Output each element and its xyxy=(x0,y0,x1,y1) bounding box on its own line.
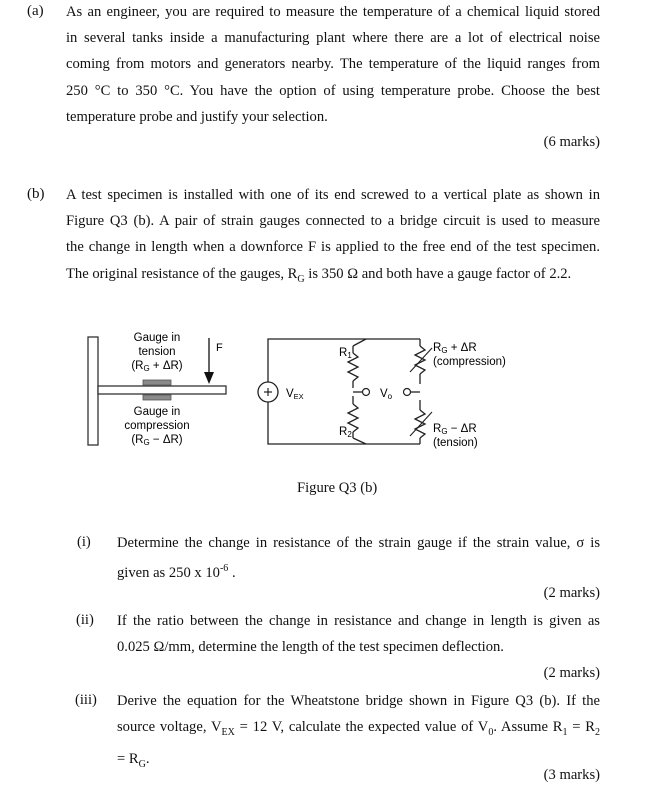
test-specimen-beam xyxy=(98,386,226,394)
part-a-label: (a) xyxy=(27,3,44,19)
sub-i-seg: given as 250 x 10 xyxy=(117,565,220,582)
r1-sub: 1 xyxy=(347,351,352,360)
compression-r-rest: − ΔR) xyxy=(149,434,183,446)
sub-iii-label: (iii) xyxy=(75,692,97,708)
tension-label-line2: tension xyxy=(138,346,176,358)
part-a-line: 250 °C to 350 °C. You have the option of using temperature probe. Choose the best xyxy=(66,82,600,99)
r1-r: R xyxy=(339,347,348,359)
sub-i-exp: -6 xyxy=(219,563,229,575)
rg-minus-resistor xyxy=(415,410,425,438)
compression-r-sub: G xyxy=(143,438,150,447)
rg-plus-r: R xyxy=(433,342,442,354)
compression-gauge xyxy=(143,395,171,400)
rg-minus-label xyxy=(433,423,477,436)
sub-iii-seg: = 12 V, calculate the expected value of V xyxy=(234,719,489,736)
figure-caption: Figure Q3 (b) xyxy=(297,480,378,496)
part-a-line: temperature probe and justify your selection. xyxy=(66,108,328,125)
rg-plus-note: (compression) xyxy=(433,356,506,368)
rg-plus-resistor xyxy=(415,346,425,374)
part-b-label: (b) xyxy=(27,186,45,202)
vo-sub: o xyxy=(387,392,393,401)
compression-label-line2: compression xyxy=(124,420,190,432)
sub-iii-seg: = R xyxy=(117,751,139,768)
sub-ii-line: 0.025 Ω/mm, determine the length of the test specimen deflection. xyxy=(117,639,504,656)
part-b-line-seg: The original resistance of the gauges, R xyxy=(66,265,298,282)
sub-iii-seg: . xyxy=(145,751,150,768)
sub-ii-line: If the ratio between the change in resistance and change in length is given as xyxy=(117,613,600,629)
rg-minus-r: R xyxy=(433,423,442,435)
vo-terminal-left xyxy=(363,389,370,396)
rg-plus-rest: + ΔR xyxy=(447,342,477,354)
tension-label-line3 xyxy=(131,360,182,373)
rg-minus-rest: − ΔR xyxy=(447,423,477,435)
sub-i-text xyxy=(117,530,600,586)
vo-v: V xyxy=(380,388,388,400)
r2-r: R xyxy=(339,426,348,438)
r2-label xyxy=(339,426,352,439)
rg-plus-sub: G xyxy=(441,346,448,355)
part-a-line: in several tanks inside a manufacturing plant where there are a lot of electrical noise xyxy=(66,30,600,47)
vex-sub: EX xyxy=(293,392,304,401)
sub-iii-line: Derive the equation for the Wheatstone bridge shown in Figure Q3 (b). If the xyxy=(117,693,600,709)
rg-minus-note: (tension) xyxy=(433,437,478,449)
sub-iii-line xyxy=(117,714,600,746)
force-label: F xyxy=(216,342,223,354)
sub-iii-line xyxy=(117,746,600,778)
vo-terminal-right xyxy=(404,389,411,396)
sub-iii-sub: EX xyxy=(221,727,235,739)
sub-iii-marks: (3 marks) xyxy=(543,767,600,783)
sub-i-label: (i) xyxy=(77,534,91,550)
part-b-line: A test specimen is installed with one of its end screwed to a vertical plate as shown in xyxy=(66,187,600,203)
sub-iii-sub: G xyxy=(138,759,146,771)
tension-r-sub: G xyxy=(143,364,150,373)
tension-r-rest: + ΔR) xyxy=(149,360,183,372)
vertical-plate xyxy=(88,337,98,445)
force-arrow-head xyxy=(204,372,214,384)
tension-gauge xyxy=(143,380,171,385)
part-b-line-seg: is 350 Ω and both have a gauge factor of 2.2. xyxy=(304,265,572,282)
sub-i-seg: . xyxy=(228,565,236,582)
sub-iii-sub: 0 xyxy=(488,727,494,739)
compression-r: (R xyxy=(131,434,144,446)
sub-iii-sub: 2 xyxy=(595,727,600,739)
vex-label xyxy=(286,388,304,401)
sub-iii-seg: . Assume R xyxy=(493,719,563,736)
part-a-marks: (6 marks) xyxy=(543,134,600,150)
part-a-line: coming from motors and generators nearby. The temperature of the liquid ranges from xyxy=(66,56,600,73)
r2-sub: 2 xyxy=(347,430,352,439)
vo-label xyxy=(380,388,393,401)
sub-ii-marks: (2 marks) xyxy=(543,665,600,681)
part-b-line-sub: G xyxy=(297,273,305,285)
vex-v: V xyxy=(286,388,294,400)
part-b-line: Figure Q3 (b). A pair of strain gauges connected to a bridge circuit is used to measure xyxy=(66,213,600,230)
r2-resistor xyxy=(348,404,358,432)
compression-label-line3 xyxy=(131,434,182,447)
tension-label-line1: Gauge in xyxy=(133,332,181,344)
part-a-line: As an engineer, you are required to measure the temperature of a chemical liquid stored xyxy=(66,4,600,20)
sub-ii-text xyxy=(117,608,600,660)
r1-label xyxy=(339,347,352,360)
rg-minus-sub: G xyxy=(441,427,448,436)
sub-i-line xyxy=(117,556,600,586)
sub-i-line: Determine the change in resistance of the strain gauge if the strain value, σ is xyxy=(117,535,600,551)
sub-iii-sub: 1 xyxy=(562,727,568,739)
tension-r: (R xyxy=(131,360,144,372)
sub-iii-text xyxy=(117,688,600,778)
sub-iii-seg: source voltage, V xyxy=(117,719,222,736)
sub-iii-seg: = R xyxy=(567,719,595,736)
rg-plus-label xyxy=(433,342,477,355)
part-b-line: the change in length when a downforce F is applied to the free end of the test specimen. xyxy=(66,239,600,256)
sub-ii-label: (ii) xyxy=(76,612,94,628)
sub-i-marks: (2 marks) xyxy=(543,585,600,601)
compression-label-line1: Gauge in xyxy=(133,406,181,418)
